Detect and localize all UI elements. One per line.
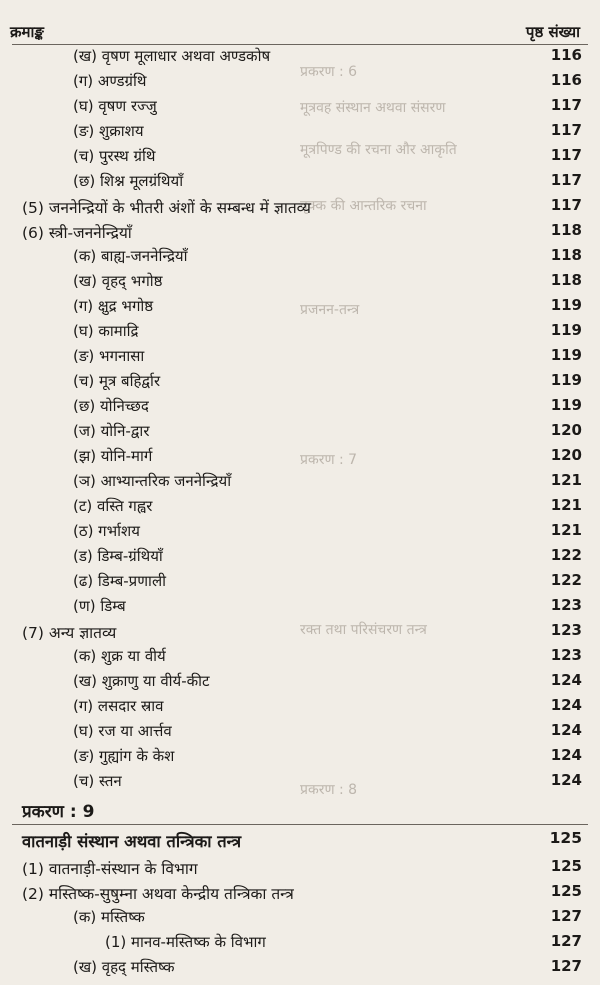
toc-entry: (च) स्तन 124 bbox=[73, 771, 582, 790]
toc-entry: (ग) अण्डग्रंथि 116 bbox=[73, 71, 582, 90]
toc-entry: (च) पुरस्थ ग्रंथि 117 bbox=[73, 146, 582, 165]
toc-entry: (च) मूत्र बहिर्द्वार 119 bbox=[73, 371, 582, 390]
toc-entry: (ङ) गुह्यांग के केश 124 bbox=[73, 746, 582, 765]
toc-entry: (झ) योनि-मार्ग 120 bbox=[73, 446, 582, 465]
toc-entry: (ञ) आभ्यान्तरिक जननेन्द्रियाँ 121 bbox=[73, 471, 582, 490]
toc-section-entry: (5) जननेन्द्रियों के भीतरी अंशों के सम्बन्ध में ज्ञातव्य 117 bbox=[22, 196, 582, 217]
toc-entry: (1) मानव-मस्तिष्क के विभाग 127 bbox=[105, 932, 582, 951]
chapter-divider bbox=[12, 824, 588, 825]
header-divider bbox=[12, 44, 588, 45]
toc-entry: (ड) डिम्ब-ग्रंथियाँ 122 bbox=[73, 546, 582, 565]
toc-section-entry: (6) स्त्री-जननेन्द्रियाँ 118 bbox=[22, 221, 582, 242]
toc-section-entry: (1) वातनाड़ी-संस्थान के विभाग 125 bbox=[22, 857, 582, 878]
toc-entry: (ढ) डिम्ब-प्रणाली 122 bbox=[73, 571, 582, 590]
chapter-heading: प्रकरण : 9 bbox=[22, 802, 95, 822]
toc-entry: (क) मस्तिष्क 127 bbox=[73, 907, 582, 926]
toc-entry: (क) शुक्र या वीर्य 123 bbox=[73, 646, 582, 665]
toc-entry: (ख) शुक्राणु या वीर्य-कीट 124 bbox=[73, 671, 582, 690]
toc-entry: (ग) क्षुद्र भगोष्ठ 119 bbox=[73, 296, 582, 315]
header-serial-label: क्रमाङ्क bbox=[10, 23, 44, 41]
toc-entry: (घ) रज या आर्त्तव 124 bbox=[73, 721, 582, 740]
toc-entry: (छ) योनिच्छद 119 bbox=[73, 396, 582, 415]
toc-entry: (ख) वृहद् मस्तिष्क 127 bbox=[73, 957, 582, 976]
toc-entry: (घ) वृषण रज्जु 117 bbox=[73, 96, 582, 115]
toc-entry: (ज) योनि-द्वार 120 bbox=[73, 421, 582, 440]
chapter-title-entry: वातनाड़ी संस्थान अथवा तन्त्रिका तन्त्र 125 bbox=[22, 829, 582, 851]
toc-section-entry: (7) अन्य ज्ञातव्य 123 bbox=[22, 621, 582, 642]
toc-entry: (ट) वस्ति गह्वर 121 bbox=[73, 496, 582, 515]
header-page-label: पृष्ठ संख्या bbox=[525, 23, 580, 41]
toc-entry: (ख) वृषण मूलाधार अथवा अण्डकोष 116 bbox=[73, 46, 582, 65]
toc-entry: (ण) डिम्ब 123 bbox=[73, 596, 582, 615]
toc-entry: (ङ) भगनासा 119 bbox=[73, 346, 582, 365]
toc-entry: (घ) कामाद्रि 119 bbox=[73, 321, 582, 340]
toc-entry: (ङ) शुक्राशय 117 bbox=[73, 121, 582, 140]
toc-section-entry: (2) मस्तिष्क-सुषुम्ना अथवा केन्द्रीय तन्त्रिका तन्त्र 125 bbox=[22, 882, 582, 903]
toc-entry: (छ) शिश्न मूलग्रंथियाँ 117 bbox=[73, 171, 582, 190]
toc-entry: (ठ) गर्भाशय 121 bbox=[73, 521, 582, 540]
toc-entry: (ख) वृहद् भगोष्ठ 118 bbox=[73, 271, 582, 290]
toc-entry: (ग) लसदार स्राव 124 bbox=[73, 696, 582, 715]
toc-page: प्रकरण : 6 मूत्रवह संस्थान अथवा संसरण मूत्रपिण्ड की रचना और आकृति वृक्क की आन्तरिक रचना प्रजनन-तन्त्र प्रकरण : 7 रक्त तथा परिसंचरण तन्त्र प्रकरण : 8 क्रमाङ्क पृष्ठ संख्या (ख) वृषण मूलाधार अथवा अण्डकोष 116 (ग) अण्डग्रंथि 116 (घ) वृषण रज्जु 117 (ङ) शुक्राशय 117 (च) पुरस्थ ग्रंथि 117 (छ) शिश्न मूलग्रंथियाँ 117 (5) जननेन्द्रियों के भीतरी अंशों के सम्बन्ध में ज्ञातव्य 117 (6) स्त्री-जननेन्द्रियाँ 118 (क) बाह्य-जननेन्द्रियाँ 118 (ख) वृहद् भगोष्ठ 118 (ग) क्षुद्र भगोष्ठ 119 (घ) कामाद्रि 119 (ङ) भगनासा 119 (च) मूत्र बहिर्द्वार 119 (छ) योनिच्छद 119 (ज) योनि-द्वार 120 (झ) योनि-मार्ग 120 (ञ) आभ्यान्तरिक जननेन्द्रियाँ 121 (ट) वस्ति गह्वर 121 (ठ) गर्भाशय 121 (ड) डिम्ब-ग्रंथियाँ 122 (ढ) डिम्ब-प्रणाली 122 (ण) डिम्ब 123 (7) अन्य ज्ञातव्य 123 (क) शुक्र या वीर्य 123 (ख) शुक्राणु या वीर्य-कीट 124 (ग) लसदार स्राव 124 (घ) रज या आर्त्तव 124 (ङ) गुह्यांग के केश 124 (च) स्तन 124 प्रकरण : 9 वातनाड़ी संस्थान अथवा तन्त्रिका तन्त्र 125 (1) वातनाड़ी-संस्थान के विभाग 125 (2) मस्तिष्क-सुषुम्ना अथवा केन्द्रीय तन्त्रिका तन्त्र 125 (क) मस्तिष्क 127 (1) मानव-मस्तिष्क के विभाग 127 (ख) वृहद् मस्तिष्क 127 bbox=[0, 0, 600, 985]
toc-entry: (क) बाह्य-जननेन्द्रियाँ 118 bbox=[73, 246, 582, 265]
